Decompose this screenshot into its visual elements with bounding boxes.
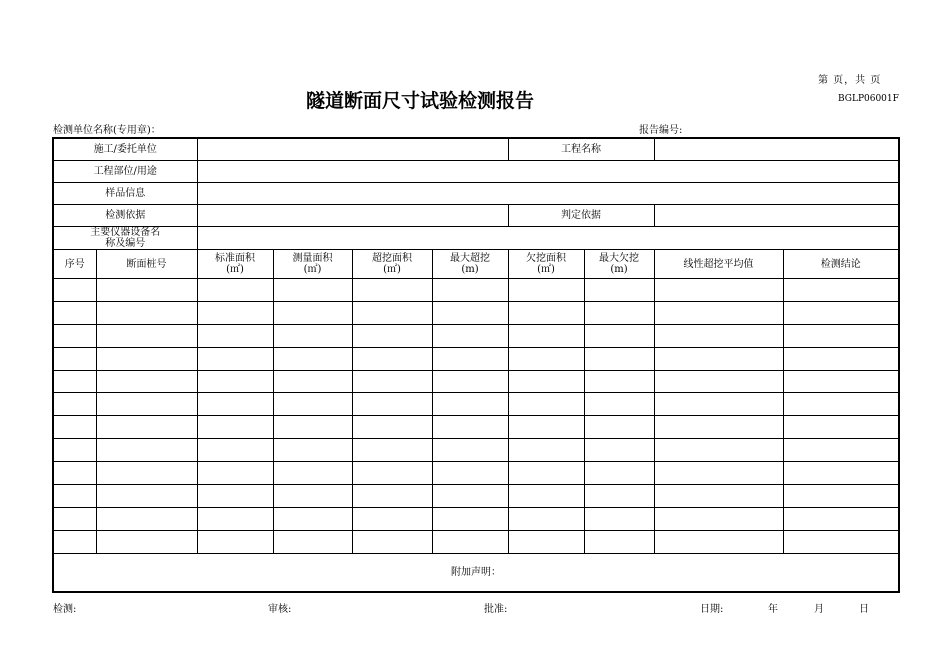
data-cell[interactable] [654,393,783,416]
instrument-row [53,227,899,250]
data-cell[interactable] [783,370,899,393]
data-cell[interactable] [654,530,783,553]
data-cell[interactable] [53,324,96,347]
sample-row [53,183,899,205]
project-name-value[interactable] [654,138,899,161]
data-cell[interactable] [273,370,352,393]
date-label: 日期: [700,604,724,615]
data-cell[interactable] [783,530,899,553]
data-cell[interactable] [783,347,899,370]
data-cell[interactable] [53,530,96,553]
col-max-under-unit: (m) [610,264,628,275]
part-row [53,161,899,183]
client-value[interactable] [197,138,508,161]
col-linear-avg: 线性超挖平均值 [654,250,783,279]
col-meas-area-unit: (㎡) [303,264,322,275]
data-cell[interactable] [197,279,273,302]
data-cell[interactable] [654,462,783,485]
data-cell[interactable] [432,370,508,393]
client-row [53,138,899,161]
data-rows [53,279,899,554]
col-over-area-title: 超挖面积 [372,253,412,264]
data-cell[interactable] [508,485,584,508]
data-cell[interactable] [53,485,96,508]
instrument-label-line-1: 主要仪器设备名 [90,227,161,238]
judge-label: 判定依据 [508,205,654,227]
data-cell[interactable] [197,370,273,393]
col-conclusion: 检测结论 [783,250,899,279]
data-cell[interactable] [197,393,273,416]
reviewer-label: 审核: [268,604,292,615]
table-row [53,439,899,462]
col-std-area-unit: (㎡) [226,264,244,275]
table-row [53,279,899,302]
data-cell[interactable] [508,324,584,347]
data-cell[interactable] [352,416,432,439]
remarks-row [53,553,899,592]
data-cell[interactable] [584,393,654,416]
data-cell[interactable] [53,507,96,530]
col-max-under [584,250,654,279]
data-cell[interactable] [508,393,584,416]
instrument-label [53,227,197,250]
data-cell[interactable] [654,279,783,302]
column-header-row [53,250,899,279]
page-title: 隧道断面尺寸试验检测报告 [306,90,535,112]
data-cell[interactable] [96,324,197,347]
data-cell[interactable] [432,530,508,553]
data-cell[interactable] [53,462,96,485]
data-cell[interactable] [584,439,654,462]
data-cell[interactable] [432,324,508,347]
table-row [53,485,899,508]
remarks-label: 附加声明： [451,566,501,578]
data-cell[interactable] [432,393,508,416]
part-label: 工程部位/用途 [53,161,197,183]
data-cell[interactable] [783,416,899,439]
data-cell[interactable] [508,301,584,324]
table-row [53,416,899,439]
data-cell[interactable] [96,462,197,485]
data-cell[interactable] [432,301,508,324]
date-year: 年 [768,604,778,615]
data-cell[interactable] [273,324,352,347]
data-cell[interactable] [197,507,273,530]
date-month: 月 [814,604,824,615]
data-cell[interactable] [432,439,508,462]
data-cell[interactable] [783,279,899,302]
data-cell[interactable] [53,347,96,370]
data-cell[interactable] [584,416,654,439]
data-cell[interactable] [654,507,783,530]
data-cell[interactable] [584,324,654,347]
col-max-over [432,250,508,279]
data-cell[interactable] [197,324,273,347]
data-cell[interactable] [96,393,197,416]
data-cell[interactable] [508,530,584,553]
data-cell[interactable] [654,370,783,393]
data-cell[interactable] [654,347,783,370]
sample-label: 样品信息 [53,183,197,205]
data-cell[interactable] [654,301,783,324]
data-cell[interactable] [352,485,432,508]
project-name-label: 工程名称 [508,138,654,161]
table-row [53,393,899,416]
basis-label: 检测依据 [53,205,197,227]
data-cell[interactable] [53,439,96,462]
data-cell[interactable] [197,530,273,553]
col-seq: 序号 [53,250,96,279]
data-cell[interactable] [273,301,352,324]
data-cell[interactable] [432,507,508,530]
data-cell[interactable] [508,416,584,439]
approver-label: 批准: [484,604,508,615]
data-cell[interactable] [197,485,273,508]
judge-value[interactable] [654,205,899,227]
signature-row [53,600,898,614]
data-cell[interactable] [584,507,654,530]
table-row [53,347,899,370]
data-cell[interactable] [783,324,899,347]
col-meas-area-title: 测量面积 [292,253,333,264]
data-cell[interactable] [654,485,783,508]
data-cell[interactable] [783,507,899,530]
data-cell[interactable] [96,347,197,370]
date-day: 日 [859,604,869,615]
basis-row [53,205,899,227]
data-cell[interactable] [273,347,352,370]
data-cell[interactable] [432,462,508,485]
data-cell[interactable] [584,279,654,302]
col-station: 断面桩号 [96,250,197,279]
data-cell[interactable] [96,301,197,324]
data-cell[interactable] [508,370,584,393]
data-cell[interactable] [96,439,197,462]
data-cell[interactable] [352,462,432,485]
col-max-over-unit: (m) [461,264,479,275]
table-row [53,507,899,530]
data-cell[interactable] [508,279,584,302]
col-under-area-unit: (㎡) [537,264,555,275]
data-cell[interactable] [584,370,654,393]
form-code: BGLP06001F [838,94,899,104]
data-cell[interactable] [432,347,508,370]
data-cell[interactable] [53,370,96,393]
data-cell[interactable] [654,439,783,462]
data-cell[interactable] [273,439,352,462]
col-meas-area [273,250,352,279]
data-cell[interactable] [508,507,584,530]
data-cell[interactable] [96,485,197,508]
data-cell[interactable] [508,347,584,370]
data-cell[interactable] [352,301,432,324]
data-cell[interactable] [96,370,197,393]
testing-unit-label: 检测单位名称(专用章)： [53,125,161,136]
data-cell[interactable] [432,485,508,508]
col-std-area [197,250,273,279]
data-cell[interactable] [584,347,654,370]
col-under-area [508,250,584,279]
data-cell[interactable] [197,347,273,370]
col-over-area-unit: (㎡) [383,264,401,275]
data-cell[interactable] [783,393,899,416]
data-cell[interactable] [273,485,352,508]
col-max-over-title: 最大超挖 [450,253,490,264]
data-cell[interactable] [273,462,352,485]
data-cell[interactable] [96,507,197,530]
data-cell[interactable] [584,301,654,324]
data-cell[interactable] [197,439,273,462]
data-cell[interactable] [352,530,432,553]
data-cell[interactable] [96,416,197,439]
data-cell[interactable] [584,485,654,508]
table-row [53,370,899,393]
instrument-value[interactable] [197,227,899,250]
table-row [53,462,899,485]
table-row [53,530,899,553]
data-cell[interactable] [654,324,783,347]
data-cell[interactable] [432,279,508,302]
data-cell[interactable] [53,393,96,416]
sample-value[interactable] [197,183,899,205]
data-cell[interactable] [352,370,432,393]
data-cell[interactable] [654,416,783,439]
col-max-under-title: 最大欠挖 [599,253,639,264]
data-cell[interactable] [584,462,654,485]
data-cell[interactable] [273,279,352,302]
data-cell[interactable] [273,416,352,439]
basis-value[interactable] [197,205,508,227]
data-cell[interactable] [53,416,96,439]
data-cell[interactable] [96,279,197,302]
col-over-area [352,250,432,279]
data-cell[interactable] [783,462,899,485]
page-info: 第 页，共 页 [818,75,882,86]
data-cell[interactable] [273,530,352,553]
report-number-label: 报告编号: [639,125,683,136]
part-value[interactable] [197,161,899,183]
data-cell[interactable] [783,485,899,508]
data-cell[interactable] [783,439,899,462]
col-under-area-title: 欠挖面积 [526,253,566,264]
data-cell[interactable] [273,507,352,530]
data-cell[interactable] [508,439,584,462]
data-cell[interactable] [96,530,197,553]
data-cell[interactable] [783,301,899,324]
data-cell[interactable] [273,393,352,416]
data-cell[interactable] [508,462,584,485]
data-cell[interactable] [197,301,273,324]
data-cell[interactable] [352,507,432,530]
instrument-label-line-2: 称及编号 [105,238,146,249]
data-cell[interactable] [352,279,432,302]
data-cell[interactable] [584,530,654,553]
table-row [53,324,899,347]
data-cell[interactable] [352,324,432,347]
remarks-cell[interactable] [53,553,899,592]
data-cell[interactable] [53,279,96,302]
data-cell[interactable] [197,416,273,439]
data-cell[interactable] [352,393,432,416]
data-cell[interactable] [53,301,96,324]
report-form-table [52,137,900,593]
data-cell[interactable] [352,347,432,370]
data-cell[interactable] [197,462,273,485]
data-cell[interactable] [432,416,508,439]
tester-label: 检测: [53,604,77,615]
table-row [53,301,899,324]
client-label: 施工/委托单位 [53,138,197,161]
data-cell[interactable] [352,439,432,462]
col-std-area-title: 标准面积 [215,253,255,264]
